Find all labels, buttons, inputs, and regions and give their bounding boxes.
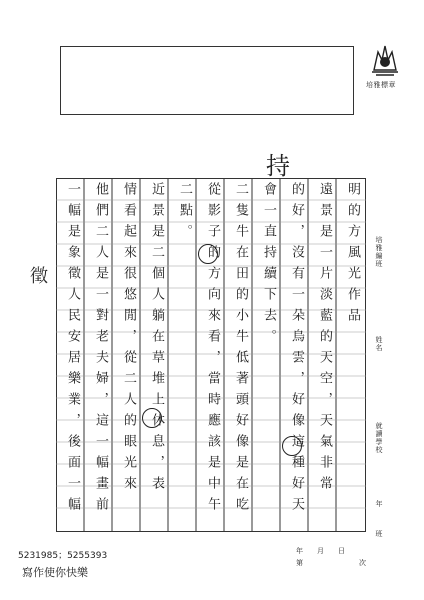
essay-column: 情看起來很悠閒，從二人的眼光來 [121,182,136,497]
essay-column: 二點。 [177,182,192,245]
correction-circle [282,436,302,456]
date-day-label: 日 [338,547,345,555]
essay-column: 二隻牛在田的小牛低著頭好像是在吃 [233,182,248,518]
essay-column: 遠景是一片淡藍的天空，天氣非常 [317,182,332,497]
school-label: 就讀學校 [375,422,383,454]
correction-circle [198,244,218,264]
peiya-seal-logo [368,40,402,78]
footer-slogan: 寫作使你快樂 [22,566,88,579]
date-sub-first: 第 [296,559,303,567]
footer-phone-numbers: 5231985；5255393 [18,551,108,561]
essay-column: 的好，沒有一朵烏雲，好像這種好天 [289,182,304,518]
essay-column: 明的方風光作品 [345,182,360,329]
seal-label: 培雅標章 [366,81,396,89]
class-number-label: 班 [375,530,383,538]
date-labels [296,546,345,556]
essay-column: 會一直持續下去。 [261,182,276,350]
class-label: 培雅編班 [375,236,383,268]
correction-circle [142,408,162,428]
year-label: 年 [375,500,383,508]
margin-correction-char: 徵 [30,266,48,287]
handwritten-mark: 持 [266,152,290,180]
essay-column: 一幅是象徵人民安居樂業，後面一幅 [65,182,80,518]
name-label: 姓名 [375,336,383,352]
date-sub-times: 次 [359,559,366,567]
essay-column: 從影子的方向來看，當時應該是中午 [205,182,220,518]
essay-column: 他們二人是一對老夫婦，這一幅畫前 [93,182,108,518]
manuscript-grid [56,178,366,532]
score-stamp-box [60,46,354,115]
date-sub-labels [296,558,366,568]
essay-column: 近景是二個人躺在草堆上休息，表 [149,182,164,497]
date-month-label: 月 [317,547,324,555]
date-year-label: 年 [296,547,303,555]
